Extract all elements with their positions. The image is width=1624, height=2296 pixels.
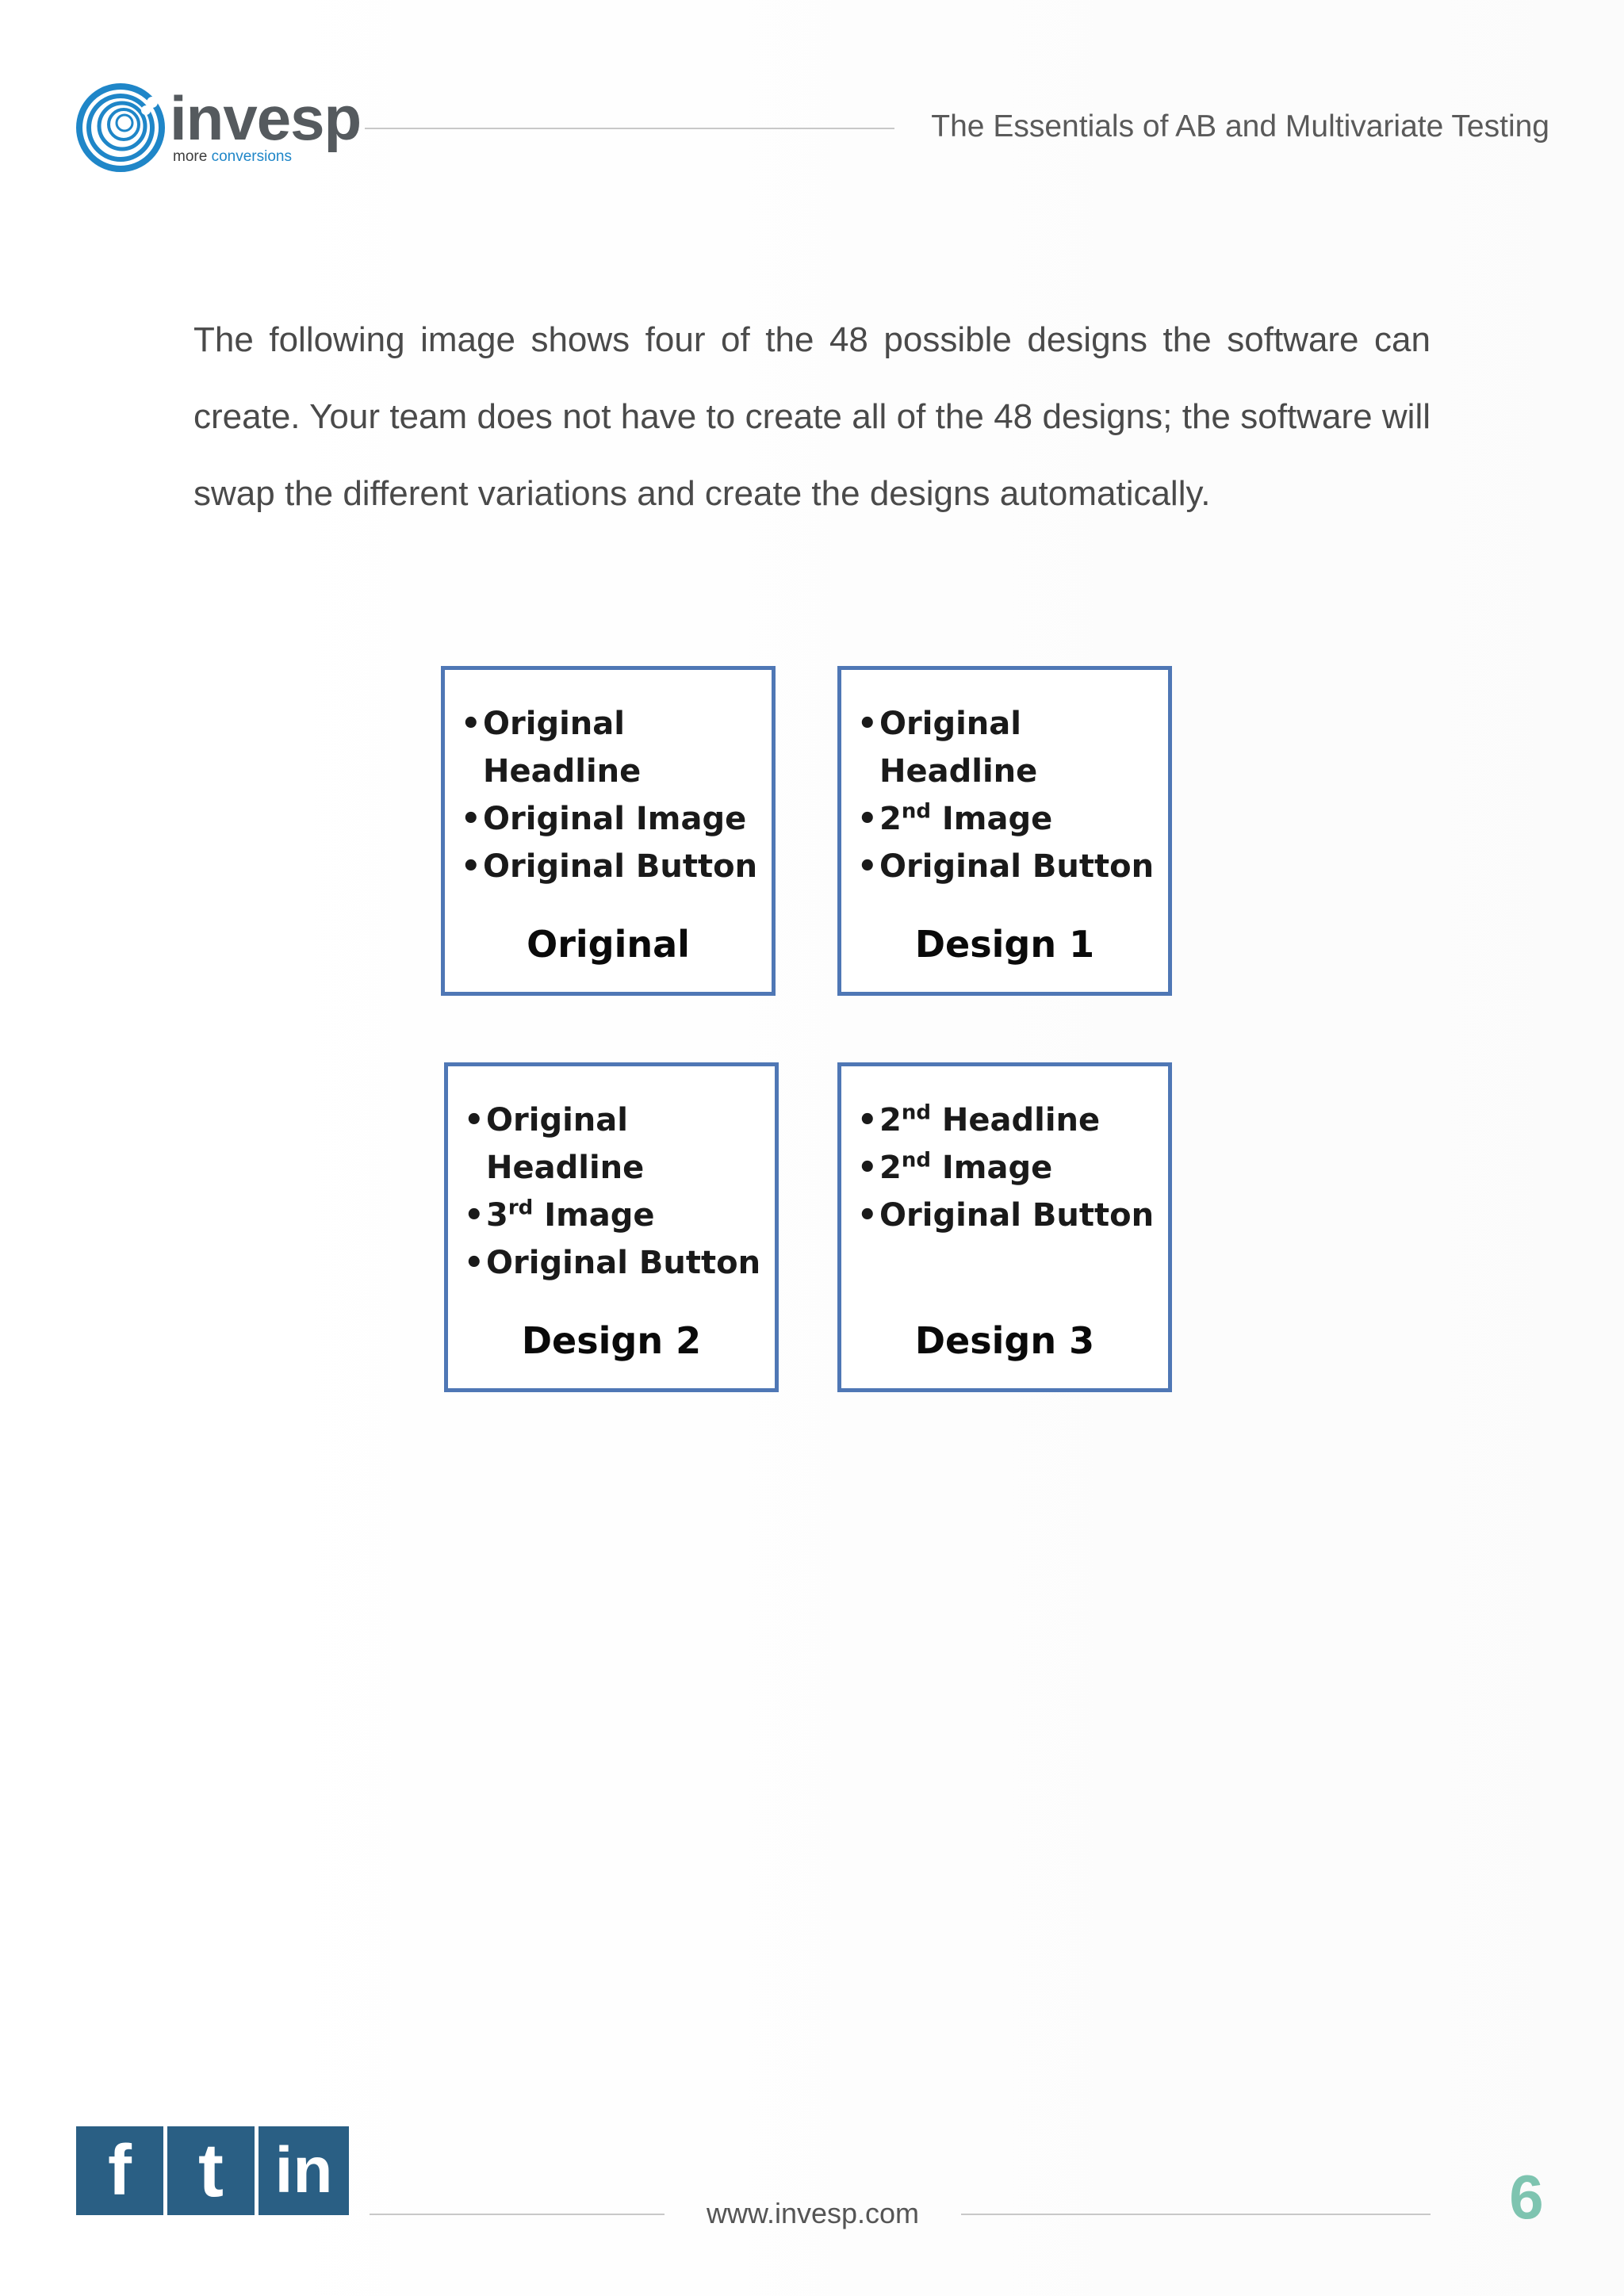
- list-item: • Original Headline: [857, 700, 1154, 795]
- design-card-list: [464, 1096, 760, 1287]
- logo-tagline-conversions: conversions: [211, 148, 292, 165]
- linkedin-icon[interactable]: in: [259, 2126, 349, 2215]
- list-item: • Original Headline: [464, 1096, 760, 1192]
- header-divider: [365, 128, 894, 129]
- list-item: • Original Button: [464, 1239, 760, 1287]
- logo-wordmark: invesp: [170, 83, 362, 153]
- invesp-logo[interactable]: [76, 83, 362, 174]
- document-title: The Essentials of AB and Multivariate Testing: [931, 109, 1549, 144]
- designs-figure: [441, 666, 1178, 1403]
- footer-divider-left: [370, 2214, 665, 2215]
- design-card-list: [857, 1096, 1154, 1239]
- facebook-icon[interactable]: f: [76, 2126, 163, 2215]
- design-card-design-3: [837, 1062, 1172, 1392]
- design-card-label: Original: [527, 923, 690, 966]
- list-item: • Original Button: [461, 843, 757, 890]
- invesp-logo-icon: [76, 83, 165, 172]
- footer-divider-right: [961, 2214, 1431, 2215]
- design-card-list: [857, 700, 1154, 890]
- twitter-icon[interactable]: t: [167, 2126, 255, 2215]
- logo-tagline: [173, 148, 292, 166]
- footer-website-link[interactable]: www.invesp.com: [706, 2197, 920, 2229]
- page-number: 6: [1509, 2162, 1544, 2232]
- design-card-label: Design 1: [914, 923, 1095, 966]
- list-item: • Original Button: [857, 1192, 1154, 1239]
- design-card-label: Design 2: [521, 1319, 702, 1362]
- list-item: • Original Image: [461, 795, 757, 843]
- list-item: • 2nd Headline: [857, 1096, 1154, 1144]
- body-paragraph: The following image shows four of the 48 possible designs the software can create. Your team does not have to create all of the 48 designs; the software will swap the different variations and create the designs automatically.: [193, 320, 1431, 513]
- list-item: • Original Headline: [461, 700, 757, 795]
- design-card-design-1: [837, 666, 1172, 996]
- design-card-original: [441, 666, 776, 996]
- design-card-list: [461, 700, 757, 890]
- list-item: • 2nd Image: [857, 795, 1154, 843]
- page-header: [0, 0, 1624, 190]
- logo-tagline-more: more: [173, 148, 212, 165]
- list-item: • 3rd Image: [464, 1192, 760, 1239]
- list-item: • Original Button: [857, 843, 1154, 890]
- list-item: • 2nd Image: [857, 1144, 1154, 1192]
- design-card-label: Design 3: [914, 1319, 1095, 1362]
- design-card-design-2: [444, 1062, 779, 1392]
